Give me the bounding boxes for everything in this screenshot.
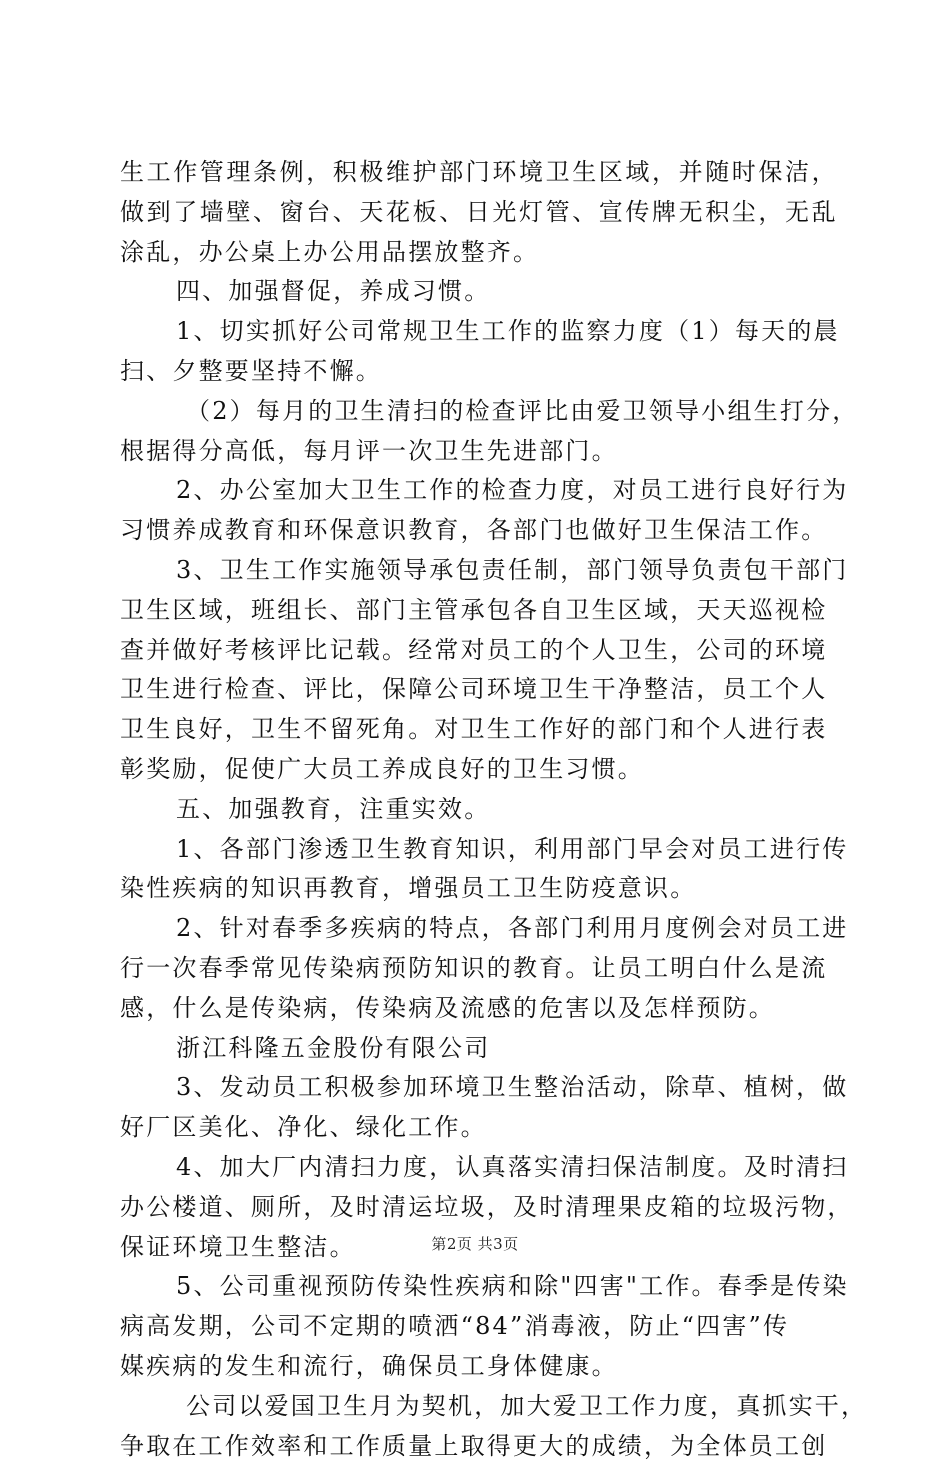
- text-line: 公司以爱国卫生月为契机，加大爱卫工作力度，真抓实干，: [120, 1387, 838, 1427]
- text-line: 生工作管理条例，积极维护部门环境卫生区域，并随时保洁，: [120, 153, 838, 193]
- section-heading-5: 五、加强教育，注重实效。: [120, 790, 838, 830]
- text-line: 行一次春季常见传染病预防知识的教育。让员工明白什么是流: [120, 949, 838, 989]
- text-line: 办公楼道、厕所，及时清运垃圾，及时清理果皮箱的垃圾污物，: [120, 1188, 838, 1228]
- text-line: 3、卫生工作实施领导承包责任制，部门领导负责包干部门: [120, 551, 838, 591]
- text-line: 卫生进行检查、评比，保障公司环境卫生干净整洁，员工个人: [120, 670, 838, 710]
- section-heading-4: 四、加强督促，养成习惯。: [120, 272, 838, 312]
- text-line: 卫生区域，班组长、部门主管承包各自卫生区域，天天巡视检: [120, 591, 838, 631]
- text-line: 卫生良好，卫生不留死角。对卫生工作好的部门和个人进行表: [120, 710, 838, 750]
- text-line: 5、公司重视预防传染性疾病和除"四害"工作。春季是传染: [120, 1267, 838, 1307]
- page-footer: 第2页 共3页: [0, 1233, 950, 1254]
- text-line: 争取在工作效率和工作质量上取得更大的成绩，为全体员工创: [120, 1427, 838, 1466]
- text-line: 习惯养成教育和环保意识教育，各部门也做好卫生保洁工作。: [120, 511, 838, 551]
- text-line: 做到了墙壁、窗台、天花板、日光灯管、宣传牌无积尘，无乱: [120, 193, 838, 233]
- text-line: 4、加大厂内清扫力度，认真落实清扫保洁制度。及时清扫: [120, 1148, 838, 1188]
- text-line: 扫、夕整要坚持不懈。: [120, 352, 838, 392]
- text-line: 媒疾病的发生和流行，确保员工身体健康。: [120, 1347, 838, 1387]
- text-line: 2、办公室加大卫生工作的检查力度，对员工进行良好行为: [120, 471, 838, 511]
- text-line: 彰奖励，促使广大员工养成良好的卫生习惯。: [120, 750, 838, 790]
- text-line: 3、发动员工积极参加环境卫生整治活动，除草、植树，做: [120, 1068, 838, 1108]
- text-line: 涂乱，办公桌上办公用品摆放整齐。: [120, 233, 838, 273]
- text-line: 1、各部门渗透卫生教育知识，利用部门早会对员工进行传: [120, 830, 838, 870]
- text-line: 根据得分高低，每月评一次卫生先进部门。: [120, 432, 838, 472]
- text-line: 1、切实抓好公司常规卫生工作的监察力度（1）每天的晨: [120, 312, 838, 352]
- text-line: 保证环境卫生整洁。: [120, 1228, 838, 1268]
- text-line: 查并做好考核评比记载。经常对员工的个人卫生，公司的环境: [120, 631, 838, 671]
- text-line: 病高发期，公司不定期的喷洒“84”消毒液，防止“四害”传: [120, 1307, 838, 1347]
- text-line: （2）每月的卫生清扫的检查评比由爱卫领导小组生打分，: [120, 392, 838, 432]
- text-line: 染性疾病的知识再教育，增强员工卫生防疫意识。: [120, 869, 838, 909]
- document-body: [120, 153, 838, 1466]
- company-name: 浙江科隆五金股份有限公司: [120, 1029, 838, 1069]
- text-line: 感，什么是传染病，传染病及流感的危害以及怎样预防。: [120, 989, 838, 1029]
- text-line: 2、针对春季多疾病的特点，各部门利用月度例会对员工进: [120, 909, 838, 949]
- text-line: 好厂区美化、净化、绿化工作。: [120, 1108, 838, 1148]
